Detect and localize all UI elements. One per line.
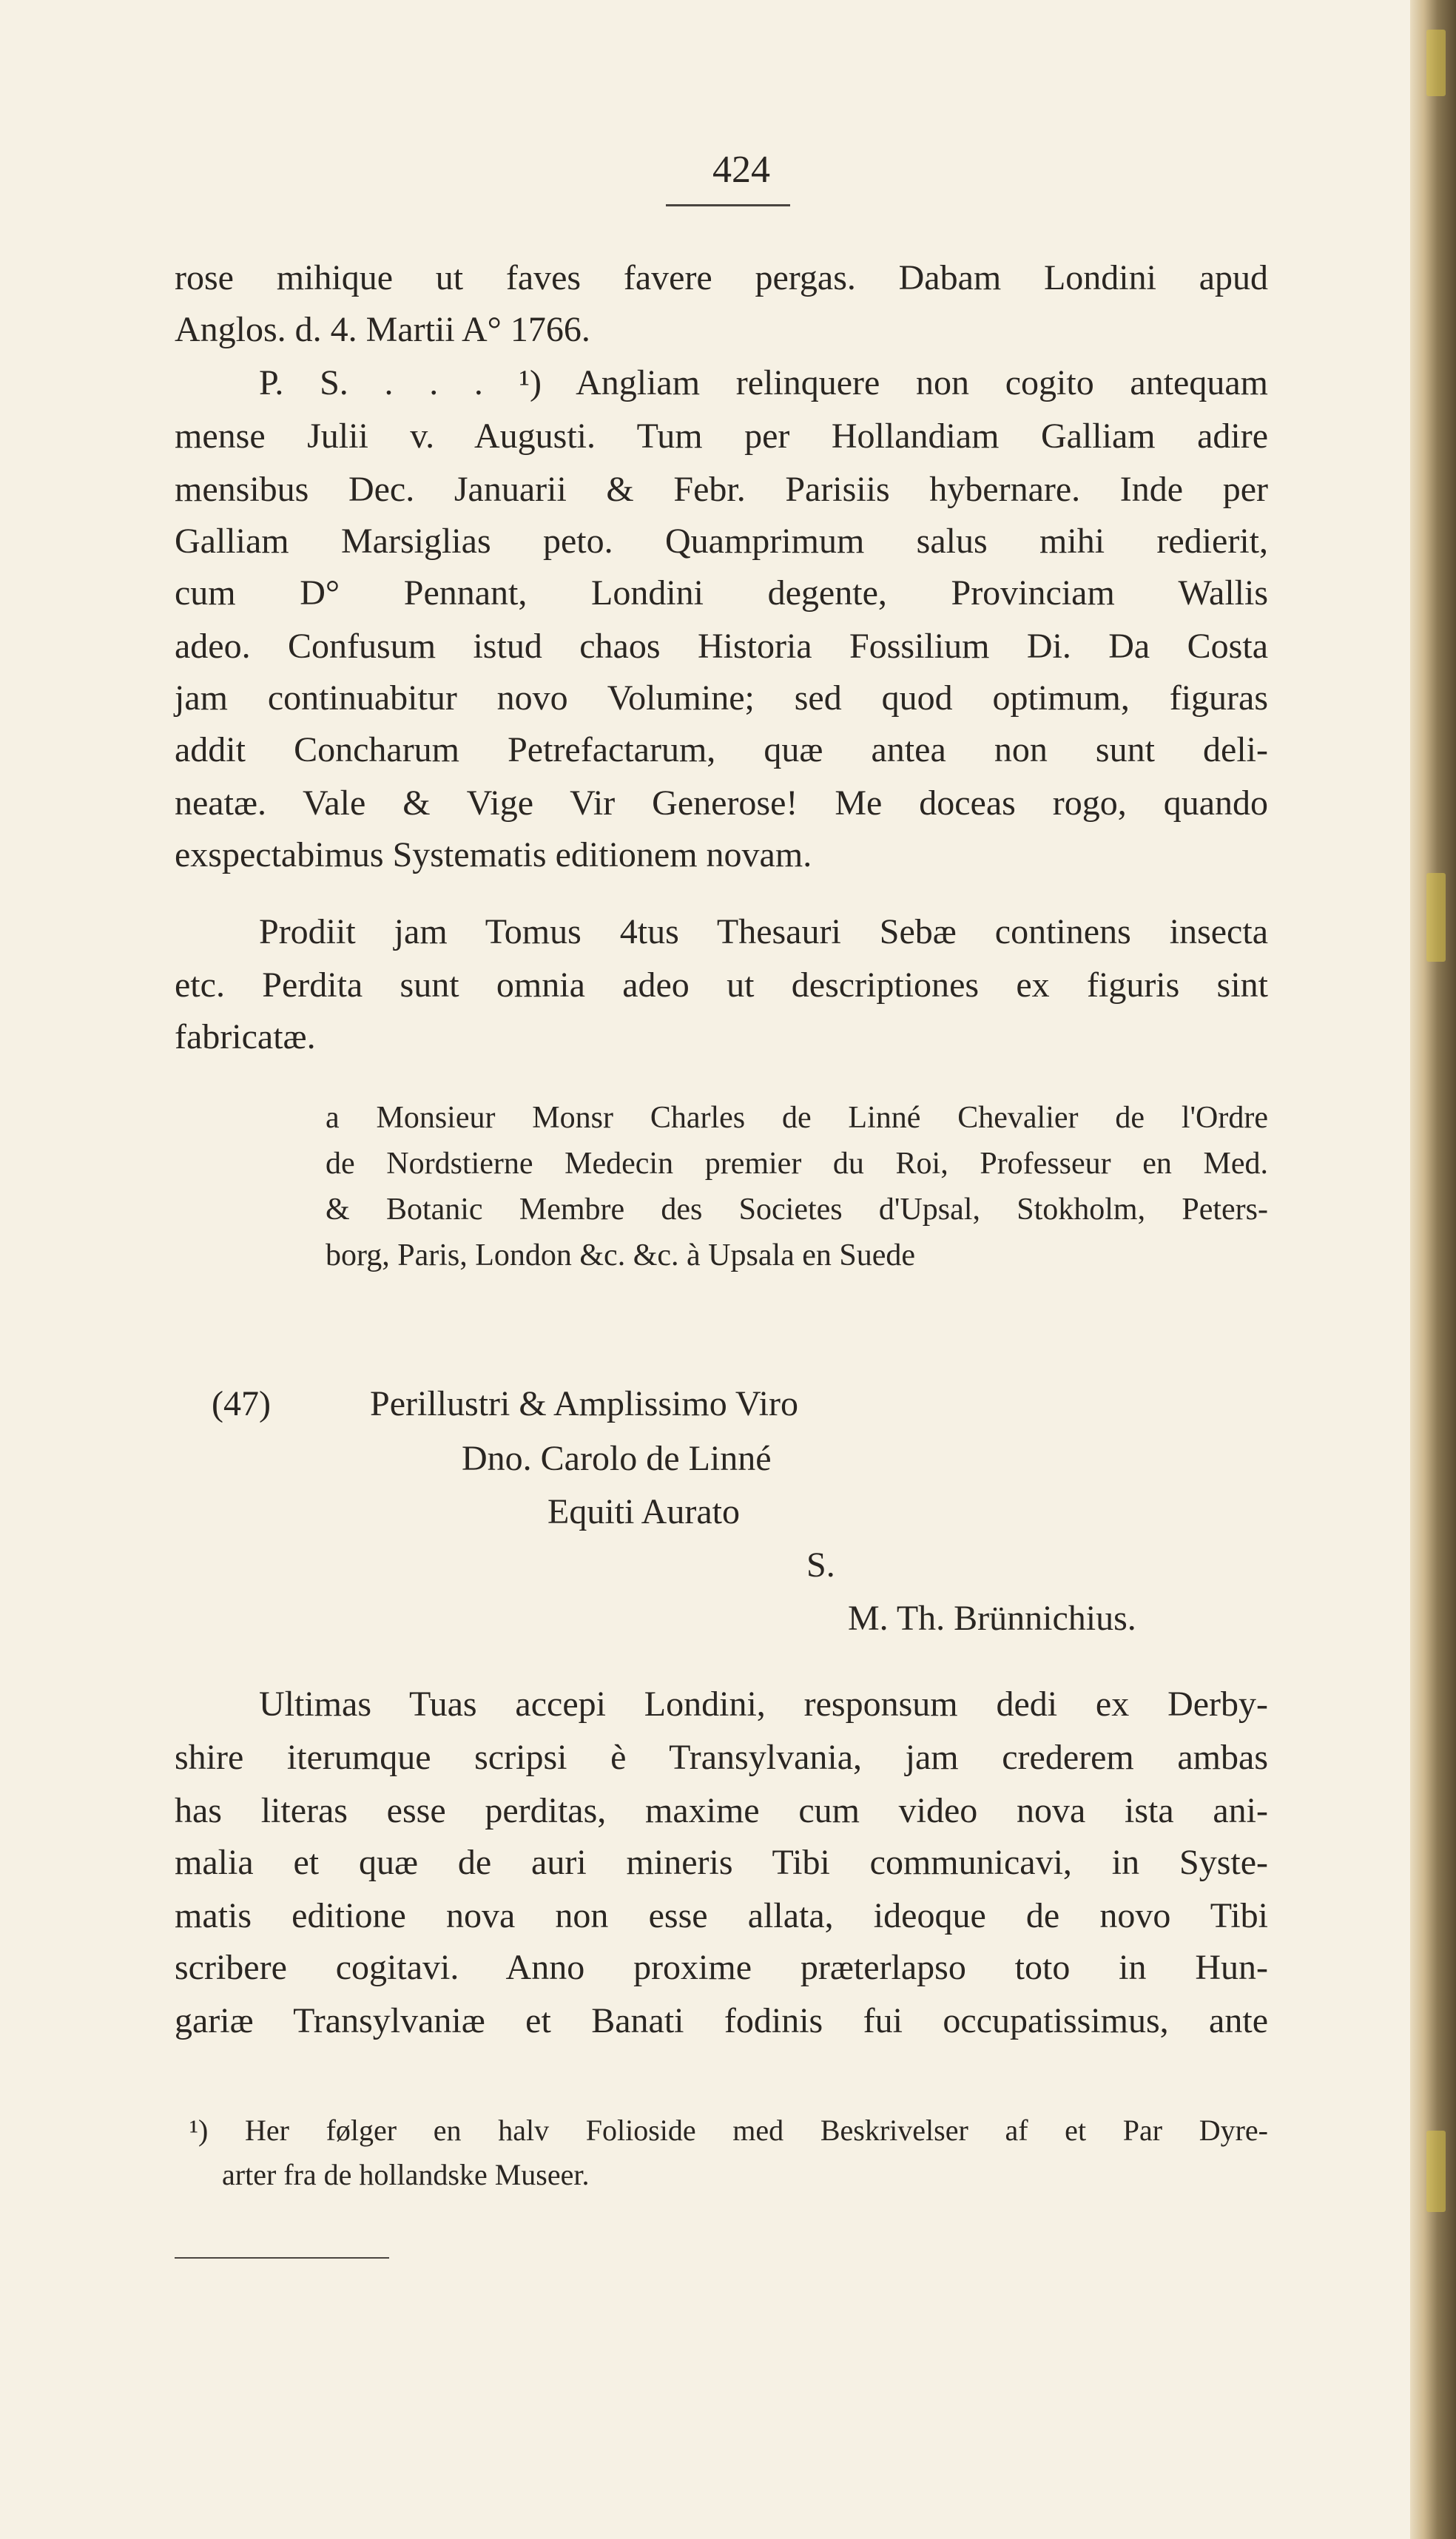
- page-number: 424: [712, 149, 770, 191]
- text-line: shire iterumque scripsi è Transylvania, jam crederem ambas: [175, 1738, 1268, 1777]
- address-line: a Monsieur Monsr Charles de Linné Chevalier de l'Ordre: [326, 1101, 1268, 1135]
- text-line: mensibus Dec. Januarii & Febr. Parisiis hybernare. Inde per: [175, 470, 1268, 509]
- text-line: scribere cogitavi. Anno proxime præterlapso toto in Hun-: [175, 1948, 1268, 1987]
- text-line: gariæ Transylvaniæ et Banati fodinis fui occupatissimus, ante: [175, 2001, 1268, 2040]
- text-line: Anglos. d. 4. Martii A° 1766.: [175, 310, 590, 349]
- text-line: malia et quæ de auri mineris Tibi communicavi, in Syste-: [175, 1843, 1268, 1882]
- text-line: has literas esse perditas, maxime cum video nova ista ani-: [175, 1791, 1268, 1830]
- text-line: Galliam Marsiglias peto. Quamprimum salus mihi redierit,: [175, 522, 1268, 561]
- text-line: P. S. . . . ¹) Angliam relinquere non cogito antequam: [259, 363, 1268, 402]
- text-line: etc. Perdita sunt omnia adeo ut descriptiones ex figuris sint: [175, 965, 1268, 1005]
- text-line: mense Julii v. Augusti. Tum per Hollandiam Galliam adire: [175, 417, 1268, 456]
- text-line: exspectabimus Systematis editionem novam.: [175, 835, 812, 874]
- letter-number: (47): [212, 1384, 271, 1423]
- footnote-line: arter fra de hollandske Museer.: [222, 2158, 590, 2191]
- salutation-line: Perillustri & Amplissimo Viro: [370, 1384, 798, 1423]
- footnote-rule: [175, 2257, 389, 2259]
- text-line: addit Concharum Petrefactarum, quæ antea non sunt deli-: [175, 730, 1268, 769]
- text-line: adeo. Confusum istud chaos Historia Fossilium Di. Da Costa: [175, 627, 1268, 666]
- text-line: fabricatæ.: [175, 1017, 316, 1056]
- text-line: jam continuabitur novo Volumine; sed quod optimum, figuras: [175, 678, 1268, 718]
- address-line: borg, Paris, London &c. &c. à Upsala en Suede: [326, 1238, 916, 1272]
- text-line: neatæ. Vale & Vige Vir Generose! Me doceas rogo, quando: [175, 783, 1268, 823]
- footnote-line: ¹) Her følger en halv Folioside med Beskrivelser af et Par Dyre-: [189, 2114, 1268, 2147]
- address-line: & Botanic Membre des Societes d'Upsal, Stokholm, Peters-: [326, 1193, 1268, 1227]
- letter-sender: M. Th. Brünnichius.: [848, 1599, 1136, 1638]
- salutation-line: S.: [806, 1545, 835, 1585]
- text-line: rose mihique ut faves favere pergas. Dabam Londini apud: [175, 258, 1268, 297]
- text-line: Ultimas Tuas accepi Londini, responsum dedi ex Derby-: [259, 1685, 1268, 1724]
- text-line: cum D° Pennant, Londini degente, Provinciam Wallis: [175, 573, 1268, 613]
- page-number-underline: [666, 204, 790, 206]
- address-line: de Nordstierne Medecin premier du Roi, Professeur en Med.: [326, 1147, 1268, 1181]
- edge-stain: [1426, 30, 1446, 96]
- salutation-line: Dno. Carolo de Linné: [462, 1439, 772, 1478]
- text-line: matis editione nova non esse allata, ideoque de novo Tibi: [175, 1896, 1268, 1935]
- edge-stain: [1426, 873, 1446, 962]
- salutation-line: Equiti Aurato: [547, 1492, 740, 1531]
- text-line: Prodiit jam Tomus 4tus Thesauri Sebæ continens insecta: [259, 912, 1268, 951]
- edge-stain: [1426, 2131, 1446, 2212]
